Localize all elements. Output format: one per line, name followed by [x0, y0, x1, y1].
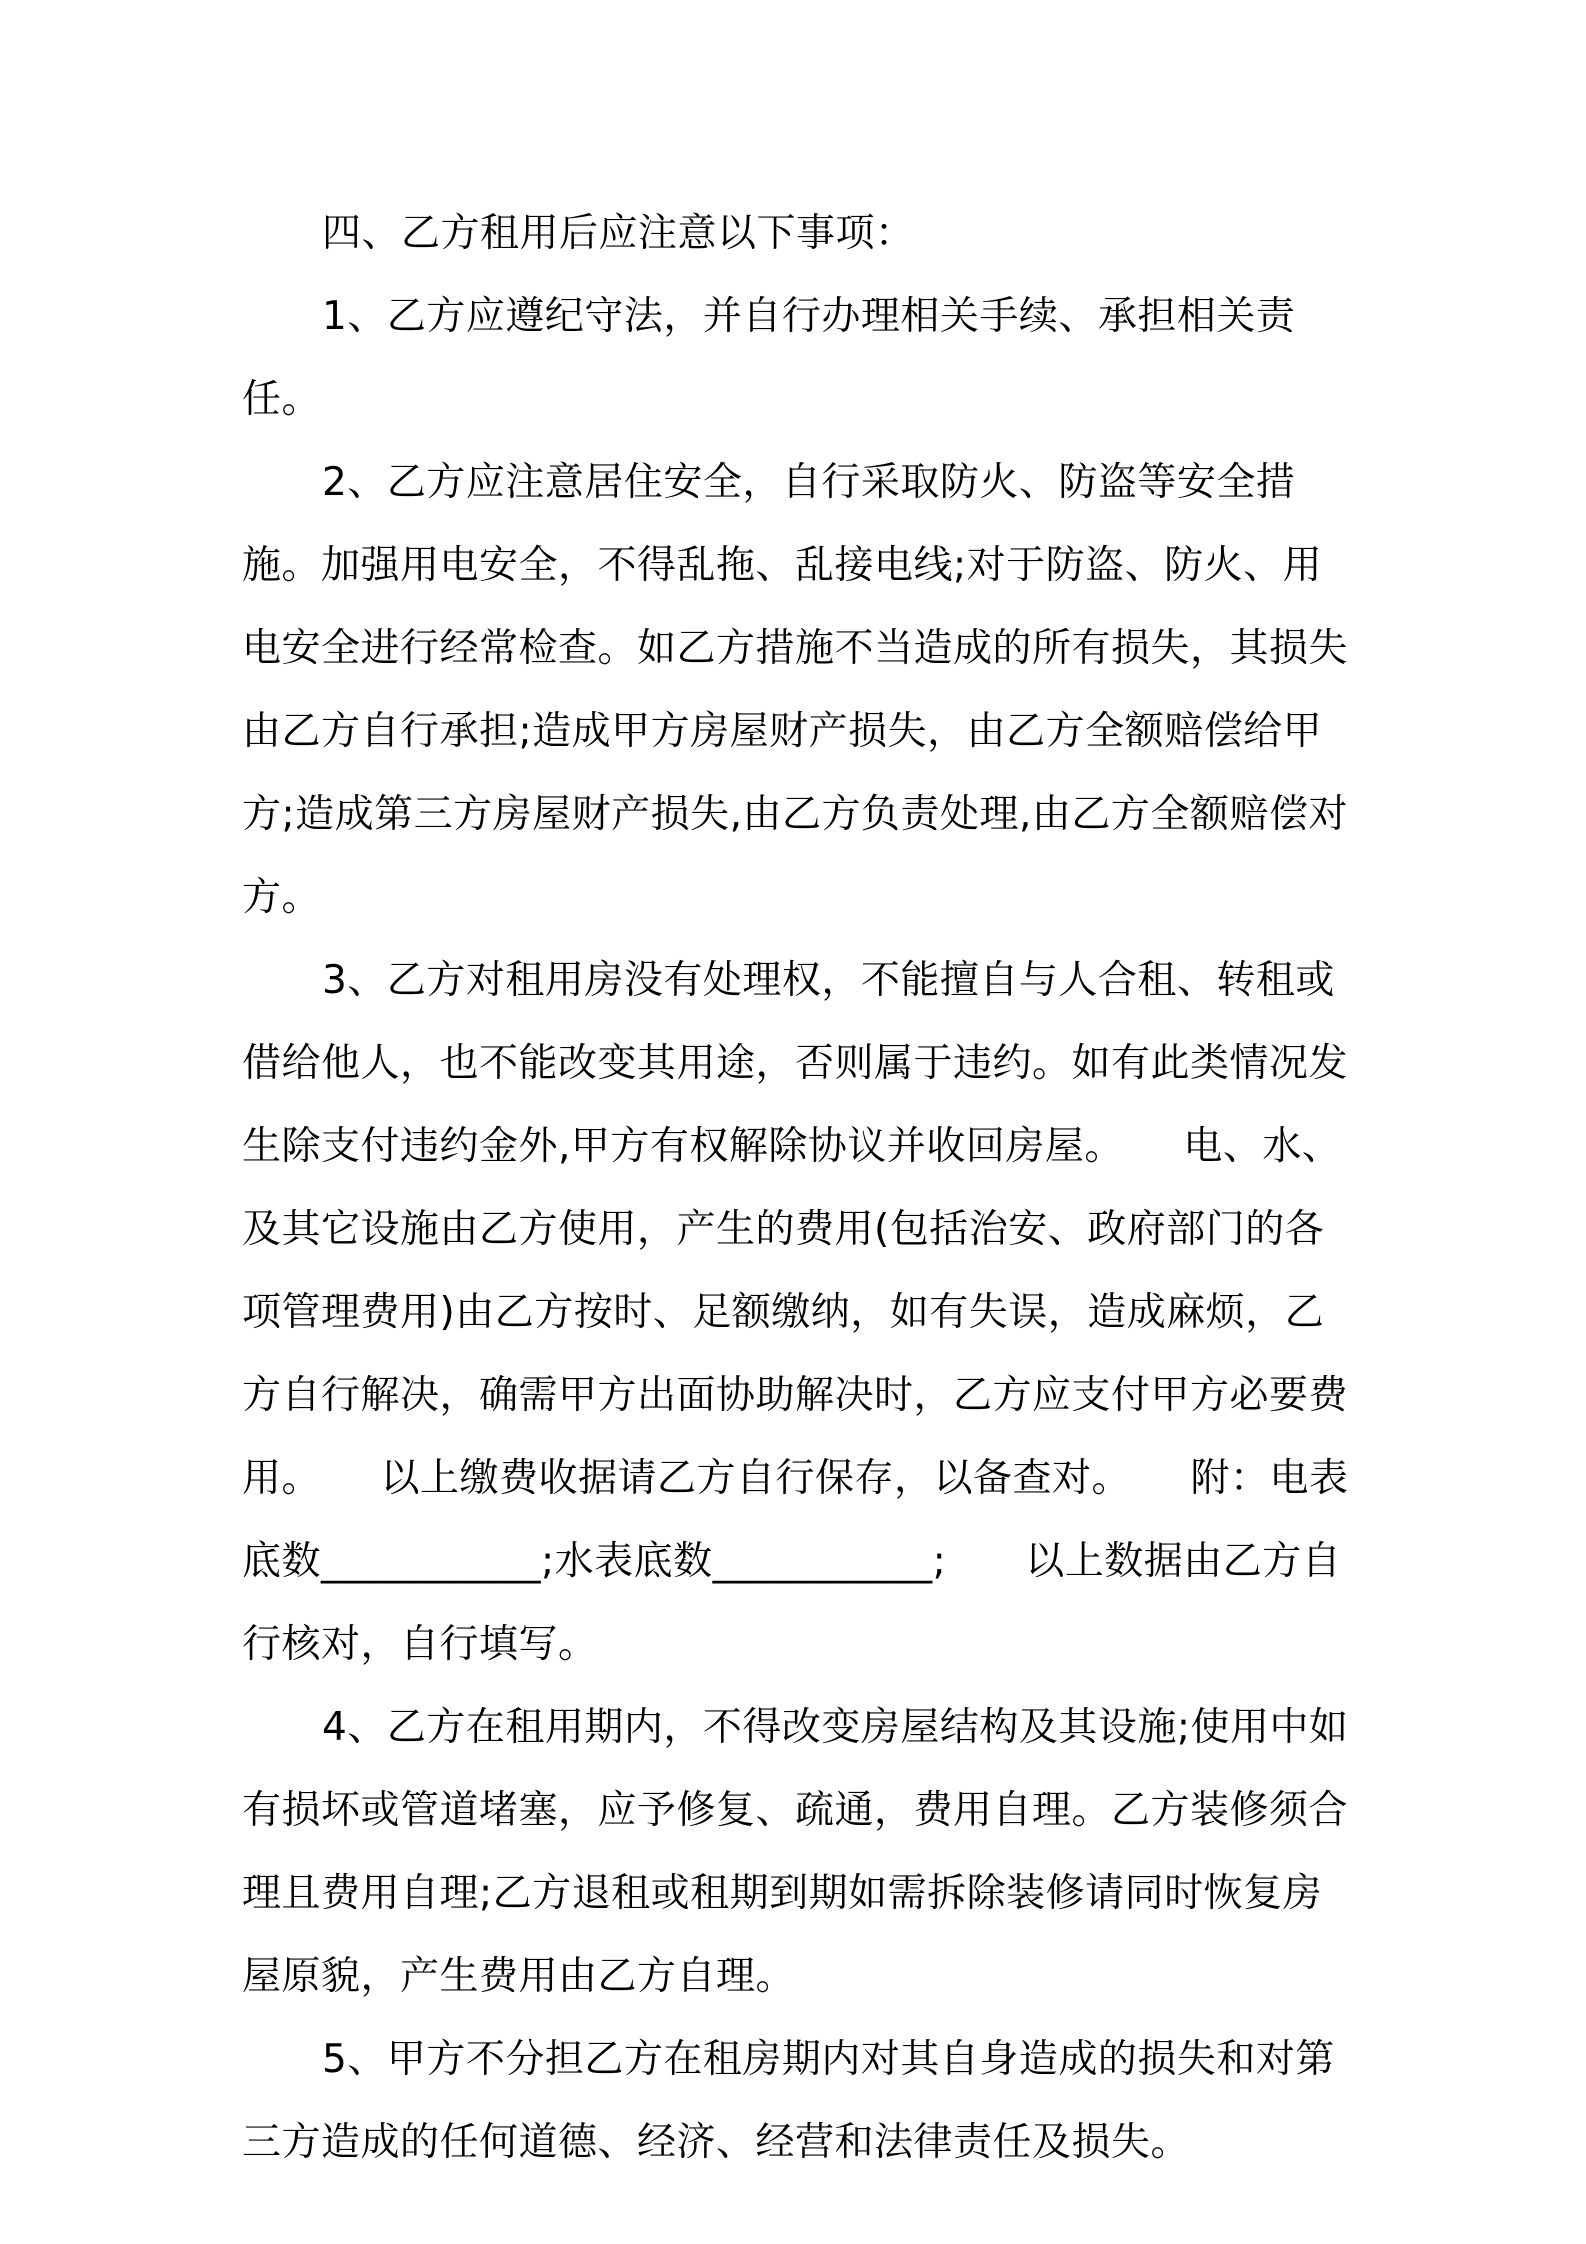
clause-5: 5、甲方不分担乙方在租房期内对其自身造成的损失和对第三方造成的任何道德、经济、经营和法律责任及损失。 — [242, 2037, 1335, 2165]
clause-4: 4、乙方在租用期内，不得改变房屋结构及其设施;使用中如有损坏或管道堵塞，应予修复、疏通，费用自理。乙方装修须合理且费用自理;乙方退租或租期到期如需拆除装修请同时恢复房屋原貌，产生费用由乙方自理。 — [242, 1705, 1349, 1999]
clause-2: 2、乙方应注意居住安全，自行采取防火、防盗等安全措施。加强用电安全，不得乱拖、乱接电线;对于防盗、防火、用电安全进行经常检查。如乙方措施不当造成的所有损失，其损失由乙方自行承担;造成甲方房屋财产损失，由乙方全额赔偿给甲方;造成第三方房屋财产损失,由乙方负责处理,由乙方全额赔偿对方。 — [242, 460, 1349, 920]
section-heading: 四、乙方租用后应注意以下事项： — [322, 211, 915, 256]
document-body — [242, 192, 1352, 2184]
clause-3: 3、乙方对租用房没有处理权，不能擅自与人合租、转租或借给他人，也不能改变其用途，否则属于违约。如有此类情况发生除支付违约金外,甲方有权解除协议并收回房屋。 电、水、及其它设施由乙方使用，产生的费用(包括治安、政府部门的各项管理费用)由乙方按时、足额缴纳，如有失误，造成麻烦，乙方自行解决，确需甲方出面协助解决时，乙方应支付甲方必要费用。 以上缴费收据请乙方自行保存，以备查对。 附：电表底数___________;水表底数___________; 以上数据由乙方自行核对，自行填写。 — [242, 958, 1349, 1667]
clause-1: 1、乙方应遵纪守法，并自行办理相关手续、承担相关责任。 — [242, 294, 1296, 422]
